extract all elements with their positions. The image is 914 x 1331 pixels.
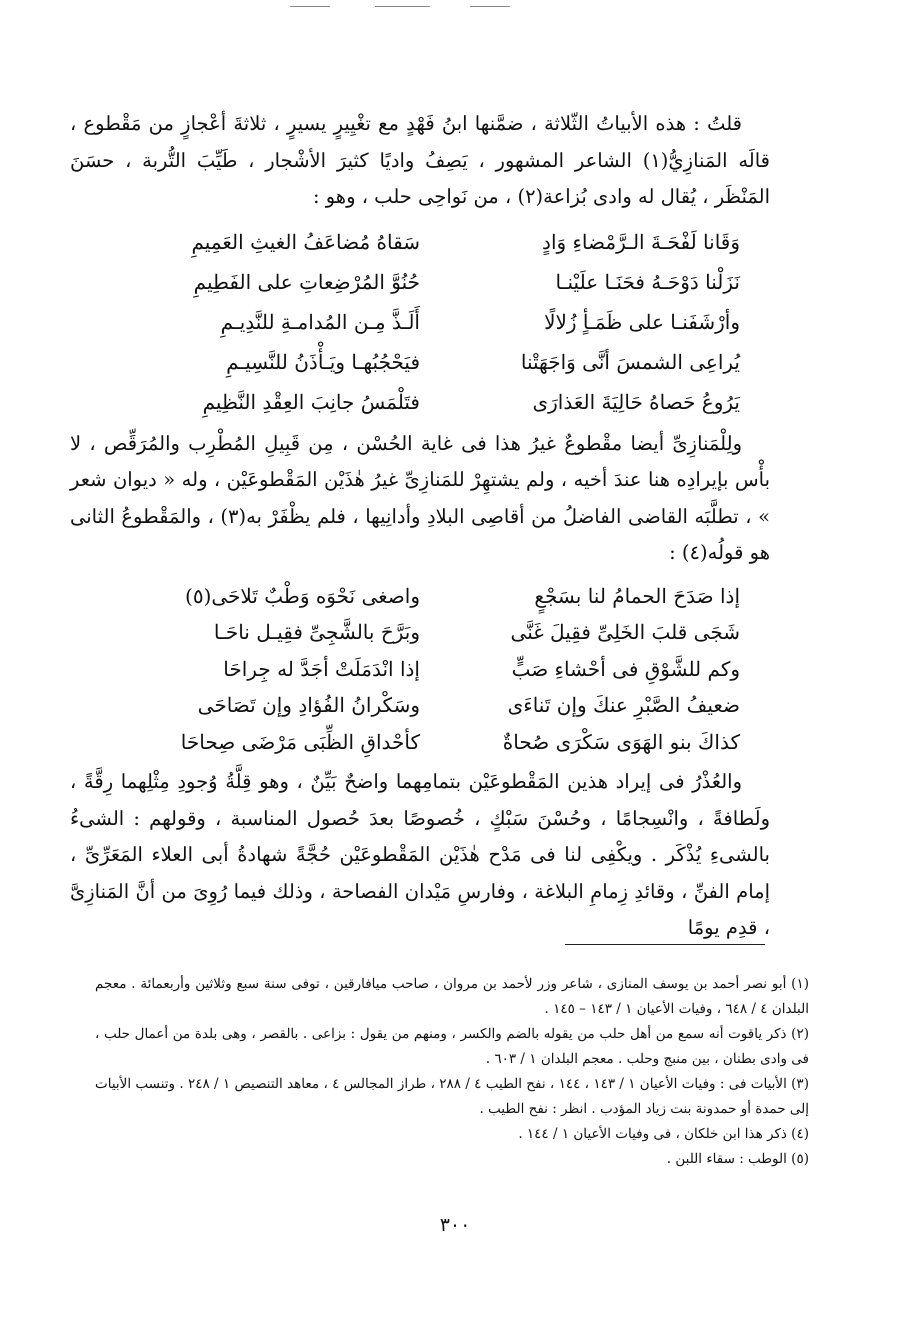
header-rule-left <box>290 6 330 7</box>
paragraph-1: قلتُ : هذه الأبياتُ الثّلاثة ، ضمَّنها ابنُ فَهْدٍ مع تغْيِيرٍ يسيرٍ ، ثلاثةَ أعْجازٍ من مَقْطوع ، قالَه المَنازِيُّ(١) الشاعر المشهور ، يَصِفُ واديًا كثيرَ الأشْجار ، طَيِّبَ التُّربة ، حسَنَ المَنْظَر ، يُقال له وادى بُزاعة(٢) ، من نَواحِى حلب ، وهو : <box>70 112 770 208</box>
verse-second-hemistich: وسَكْرانُ الفُؤادِ وإن تَصَاحَى <box>197 693 420 718</box>
footnote-4: (٤) ذكر هذا ابن خلكان ، فى وفيات الأعيان ١ / ١٤٤ . <box>518 1126 809 1142</box>
poem-1 <box>70 222 770 422</box>
verse-second-hemistich: كأحْداقِ الظِّبَى مَرْضَى صِحاحَا <box>180 729 420 754</box>
footnote-separator <box>565 944 765 945</box>
verse-second-hemistich: فتَلْمَسُ جانِبَ العِقْدِ النَّظِيمِ <box>202 389 420 414</box>
verse-first-hemistich: وَقَانا لَفْحَـةَ الـرَّمْضاءِ وَادٍ <box>542 229 740 254</box>
footnote-3: (٣) الأبيات فى : وفيات الأعيان ١ / ١٤٣ ، ١٤٤ ، نفح الطيب ٤ / ٢٨٨ ، طراز المجالس ٤ ، معاهد التنصيص ١ / ٢٤٨ . وتنسب الأبيات إلى حمدة أو حمدونة بنت زياد المؤدب . انظر : نفح الطيب . <box>95 1076 809 1117</box>
verse-first-hemistich: وأرْشَفَنـا على ظَمَـأٍ زُلالًا <box>544 309 740 334</box>
footnote-5: (٥) الوطب : سقاء اللبن . <box>666 1151 809 1167</box>
verse <box>100 724 740 761</box>
verse <box>100 614 740 651</box>
verse-first-hemistich: يُراعِى الشمسَ أنَّى وَاجَهَتْنا <box>520 349 740 374</box>
verse <box>100 687 740 724</box>
verse-second-hemistich: واصغى نَحْوَه وَطْبٌ تَلاحَى(٥) <box>185 583 420 608</box>
verse <box>100 342 740 382</box>
verse <box>100 262 740 302</box>
verse-first-hemistich: يَرُوعُ حَصاهُ حَالِيَةَ العَذارَى <box>532 389 740 414</box>
verse-second-hemistich: فيَحْجُبُهـا ويَـأْذَنُ للنَّسِيـمِ <box>226 349 420 374</box>
verse <box>100 382 740 422</box>
verse <box>100 222 740 262</box>
paragraph-2: ولِلْمَنازِىِّ أيضا مقْطوعٌ غيرُ هذا فى غاية الحُسْن ، مِن قَبِيلِ المُطْرِب والمُرَقِّص ، لا بأْس بإيرادِه هنا عندَ أخيه ، ولم يشتهِرْ للمَنازِىِّ غيرُ هٰذَيْن المَقْطوعَيْن ، وله « ديوان شعر » ، تطلَّبَه القاضى الفاضلُ من أقاصِى البلادِ وأدانِيها ، فلم يظْفَرْ به(٣) ، والمَقْطوعُ الثانى هو قولُه(٤) : <box>70 431 770 564</box>
header-rule-right <box>470 6 510 7</box>
verse <box>100 578 740 615</box>
verse <box>100 302 740 342</box>
verse-first-hemistich: ضعيفُ الصَّبْرِ عنكَ وإن تَناءَى <box>507 693 740 718</box>
verse-second-hemistich: إذا انْدَمَلَتْ أجَدَّ له جِراحَا <box>223 656 420 681</box>
verse <box>100 651 740 688</box>
page-body <box>70 106 770 947</box>
footnote-1: (١) أبو نصر أحمد بن يوسف المنازى ، شاعر وزر لأحمد بن مروان ، صاحب ميافارقين ، توفى سنة سبع وثلاثين وأربعمائة . معجم البلدان ٤ / ٦٤٨ ، وفيات الأعيان ١ / ١٤٣ – ١٤٥ . <box>95 976 809 1017</box>
verse-second-hemistich: أَلَـذَّ مِـن المُدامـةِ للنَّدِيـمِ <box>220 309 420 334</box>
paragraph-3: والعُذْرُ فى إيراد هذين المَقْطوعَيْن بتمامِهما واضحٌ بَيِّنٌ ، وهو قِلَّةُ وُجودِ مِثْلِهما رِقَّةً ، ولَطافةً ، وانْسِجامًا ، وحُسْنَ سَبْكٍ ، خُصوصًا بعدَ حُصول المناسبة ، وقولهم : الشىءُ بالشىءِ يُذْكَر . ويكْفِى لنا فى مَدْح هٰذَيْن المَقْطوعَيْن حُجَّةً شهادةُ أبى العلاء المَعَرِّىِّ ، إمام الفنِّ ، وقائدِ زِمامِ البلاغة ، وفارسِ مَيْدان الفصاحة ، وذلك فيما رُوِىَ من أنَّ المَنازِىَّ ، قدِم يومًا <box>70 770 770 939</box>
poem-2 <box>70 578 770 761</box>
verse-second-hemistich: سَقاهُ مُضاعَفُ الغيثِ العَمِيمِ <box>191 229 420 254</box>
verse-first-hemistich: إذا صَدَحَ الحمامُ لنا بسَجْعٍ <box>534 583 740 608</box>
verse-first-hemistich: كذاكَ بنو الهَوَى سَكْرَى صُحاةٌ <box>502 729 740 754</box>
footnotes <box>95 972 809 1172</box>
verse-first-hemistich: وكم للشَّوْقِ فى أحْشاءِ صَبٍّ <box>511 656 740 681</box>
verse-second-hemistich: وبَرَّحَ بالشَّجِىِّ فقِيـل ناحَـا <box>213 620 420 645</box>
header-rule-center <box>375 6 430 7</box>
footnote-2: (٢) ذكر ياقوت أنه سمع من أهل حلب من يقوله بالضم والكسر ، ومنهم من يقول : بزاعى . بالقصر ، وهى بلدة من أعمال حلب ، فى وادى بطنان ، بين منبج وحلب . معجم البلدان ١ / ٦٠٣ . <box>95 1026 809 1067</box>
verse-second-hemistich: حُنُوَّ المُرْضِعاتِ على الفَطِيمِ <box>193 269 420 294</box>
verse-first-hemistich: نَزَلْنا دَوْحَـهُ فحَنَـا علَيْنـا <box>555 269 740 294</box>
page-number: ٣٠٠ <box>439 1214 471 1236</box>
verse-first-hemistich: شَجَى قلبَ الخَلِىِّ فقِيلَ غَنَّى <box>510 620 740 645</box>
